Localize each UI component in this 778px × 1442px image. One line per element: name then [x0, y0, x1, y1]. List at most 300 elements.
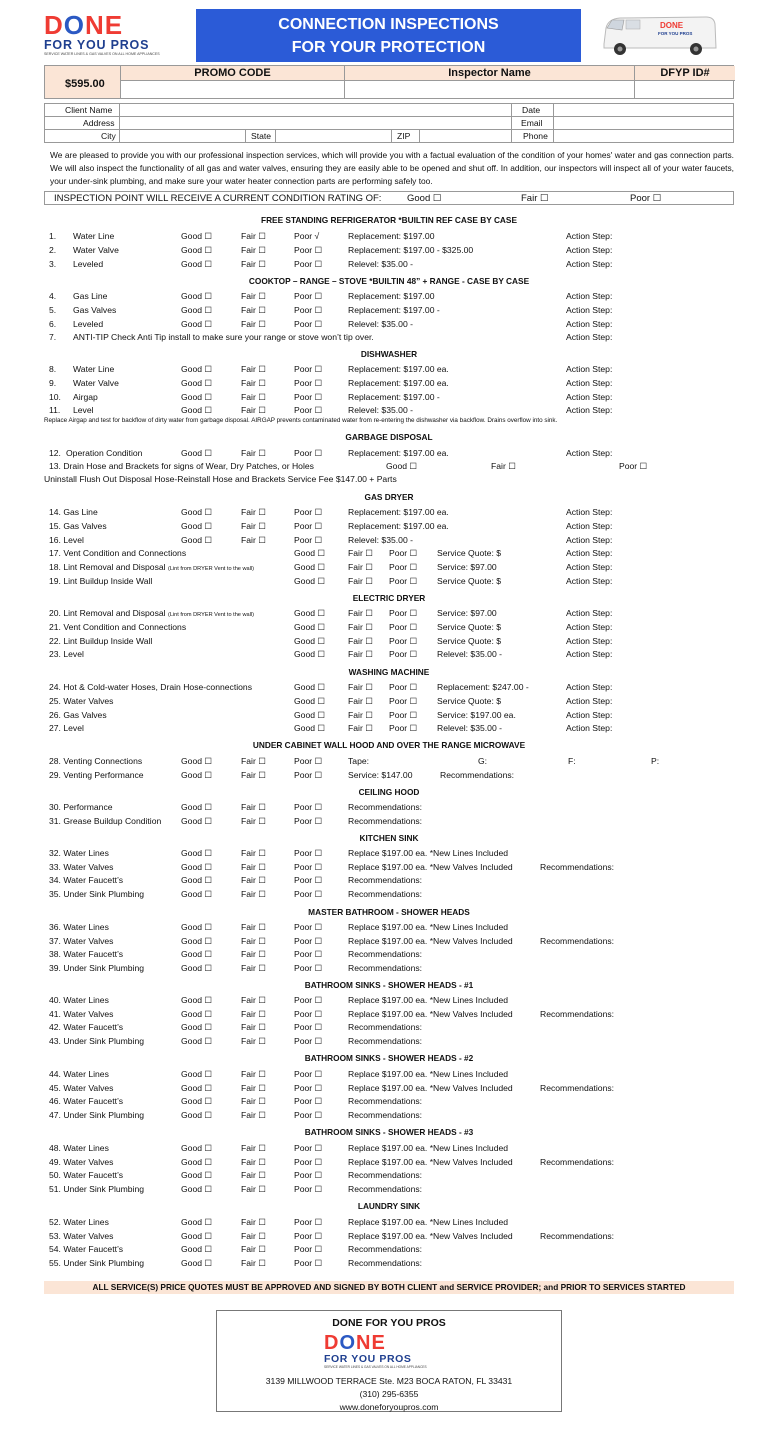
- good-checkbox[interactable]: Good ☐: [181, 319, 213, 329]
- price-text: Recommendations:: [348, 1110, 423, 1121]
- good-checkbox[interactable]: Good ☐: [294, 576, 326, 586]
- item-name: 43. Under Sink Plumbing: [49, 1036, 145, 1047]
- dfyp-id-cell[interactable]: DFYP ID#: [635, 66, 735, 98]
- poor-checkbox[interactable]: Poor ☐: [294, 816, 323, 826]
- good-checkbox[interactable]: Good ☐: [181, 1022, 213, 1033]
- good-checkbox[interactable]: Good ☐: [181, 1258, 213, 1269]
- fair-checkbox[interactable]: Fair ☐: [241, 1143, 266, 1153]
- poor-checkbox[interactable]: Poor ☐: [294, 1230, 323, 1241]
- price-text: Service Quote: $: [437, 636, 502, 646]
- item-name: 41. Water Valves: [49, 1008, 114, 1019]
- poor-checkbox[interactable]: Poor ☐: [294, 770, 323, 780]
- inspection-row: [0, 649, 778, 662]
- poor-checkbox[interactable]: Poor ☐: [389, 696, 418, 706]
- fair-checkbox[interactable]: Fair ☐: [241, 1096, 266, 1107]
- item-name: 47. Under Sink Plumbing: [49, 1110, 145, 1121]
- inspection-row: [0, 259, 778, 272]
- price-text: Replacement: $247.00 -: [437, 682, 529, 692]
- good-checkbox[interactable]: Good ☐: [181, 1082, 213, 1093]
- price-text: Replace $197.00 ea. *New Lines Included: [348, 1217, 509, 1227]
- fair-checkbox[interactable]: Fair ☐: [241, 1036, 266, 1047]
- action-step-label: Action Step:: [566, 562, 613, 572]
- action-step-label: Action Step:: [566, 535, 613, 545]
- price-text: Service Quote: $: [437, 548, 502, 558]
- poor-checkbox[interactable]: Poor ☐: [294, 889, 323, 900]
- fair-checkbox[interactable]: Fair ☐: [241, 521, 266, 531]
- good-checkbox[interactable]: Good ☐: [181, 963, 213, 974]
- item-number: 2.: [49, 245, 57, 255]
- poor-checkbox[interactable]: Poor ☐: [294, 1082, 323, 1093]
- fair-checkbox[interactable]: Fair ☐: [241, 1069, 266, 1079]
- poor-checkbox[interactable]: Poor ☐: [389, 723, 418, 733]
- good-checkbox[interactable]: Good ☐: [294, 562, 326, 572]
- inspection-row: [0, 576, 778, 589]
- item-name: 19. Lint Buildup Inside Wall: [49, 576, 153, 586]
- fair-checkbox[interactable]: Fair ☐: [348, 548, 373, 558]
- price-text: Replace $197.00 ea. *New Valves Included: [348, 861, 513, 872]
- poor-checkbox[interactable]: Poor ☐: [294, 1244, 323, 1255]
- item-name: 44. Water Lines: [49, 1069, 109, 1079]
- good-checkbox[interactable]: Good ☐: [181, 521, 213, 531]
- footer-logo: DONE FOR YOU PROS SERVICE WATER LINES & GAS VALVES ON ALL HOME APPLIANCES: [324, 1332, 427, 1369]
- price-text: Replacement: $197.00 - $325.00: [348, 245, 474, 255]
- fair-checkbox[interactable]: Fair ☐: [241, 1156, 266, 1167]
- poor-checkbox[interactable]: Poor ☐: [389, 576, 418, 586]
- item-name: 28. Venting Connections: [49, 756, 143, 766]
- item-number: 3.: [49, 259, 57, 269]
- item-name: 55. Under Sink Plumbing: [49, 1258, 145, 1269]
- fair-checkbox[interactable]: Fair ☐: [241, 963, 266, 974]
- inspection-row: [0, 364, 778, 377]
- good-checkbox[interactable]: Good ☐: [181, 995, 213, 1005]
- fair-checkbox[interactable]: Fair ☐: [348, 682, 373, 692]
- section-header: DISHWASHER: [360, 349, 418, 359]
- fair-checkbox[interactable]: Fair ☐: [241, 1244, 266, 1255]
- good-checkbox[interactable]: Good ☐: [181, 259, 213, 269]
- poor-checkbox[interactable]: Poor ☐: [294, 245, 323, 255]
- good-checkbox[interactable]: Good ☐: [181, 405, 213, 415]
- fair-checkbox[interactable]: Fair ☐: [241, 259, 266, 269]
- item-name-wrap: [49, 636, 152, 646]
- inspection-row: [0, 521, 778, 534]
- price-text: Replacement: $197.00 ea.: [348, 378, 449, 388]
- item-note: (Lint from DRYER Vent to the wall): [167, 612, 254, 618]
- item-name: Water Line: [73, 231, 115, 241]
- price-text: Recommendations:: [348, 949, 423, 960]
- fair-checkbox[interactable]: Fair ☐: [348, 649, 373, 659]
- item-number: 7.: [49, 332, 57, 342]
- fair-checkbox[interactable]: Fair ☐: [241, 364, 266, 374]
- footer-address: 3139 MILLWOOD TERRACE Ste. M23 BOCA RATON, FL 33431: [265, 1376, 513, 1386]
- good-checkbox[interactable]: Good ☐: [181, 1036, 213, 1047]
- poor-checkbox[interactable]: Poor ☐: [294, 949, 323, 960]
- item-name: 49. Water Valves: [49, 1156, 114, 1167]
- poor-checkbox[interactable]: Poor ☐: [294, 507, 323, 517]
- price-text: Tape:: [348, 756, 370, 766]
- poor-checkbox[interactable]: Poor ☐: [294, 1258, 323, 1269]
- poor-checkbox[interactable]: Poor ☐: [294, 521, 323, 531]
- fair-checkbox[interactable]: Fair ☐: [241, 1022, 266, 1033]
- item-name: 46. Water Faucett’s: [49, 1096, 124, 1107]
- action-step-label: Action Step:: [566, 231, 613, 241]
- inspection-row: [0, 1036, 778, 1049]
- fair-checkbox[interactable]: Fair ☐: [241, 802, 266, 812]
- good-checkbox[interactable]: Good ☐: [181, 305, 213, 315]
- poor-checkbox[interactable]: Poor ☐: [294, 1069, 323, 1079]
- poor-checkbox[interactable]: Poor ☐: [294, 291, 323, 301]
- recommendations-label: Recommendations:: [540, 1008, 615, 1019]
- poor-checkbox[interactable]: Poor ☐: [294, 922, 323, 932]
- good-checkbox[interactable]: Good ☐: [181, 861, 213, 872]
- inspection-row: [0, 305, 778, 318]
- inspection-row: [0, 1009, 778, 1022]
- good-checkbox[interactable]: Good ☐: [181, 535, 213, 545]
- client-name-label: Client Name: [65, 105, 113, 115]
- good-checkbox[interactable]: Good ☐: [294, 622, 326, 632]
- good-checkbox[interactable]: Good ☐: [181, 816, 213, 826]
- fair-checkbox[interactable]: Fair ☐: [348, 636, 373, 646]
- inspector-name-cell[interactable]: Inspector Name: [345, 66, 635, 98]
- fair-checkbox[interactable]: Fair ☐: [348, 576, 373, 586]
- fair-checkbox[interactable]: Fair ☐: [348, 622, 373, 632]
- price-text: Recommendations:: [348, 816, 423, 826]
- good-checkbox[interactable]: Good ☐: [294, 710, 326, 720]
- item-name: 34. Water Faucett’s: [49, 875, 124, 886]
- footer-website[interactable]: www.doneforyoupros.com: [339, 1402, 439, 1412]
- inspection-row: [0, 332, 778, 345]
- price-cell: $595.00: [45, 66, 121, 98]
- item-number: 1.: [49, 231, 57, 241]
- good-checkbox[interactable]: Good ☐: [181, 1008, 213, 1019]
- item-name: 33. Water Valves: [49, 861, 114, 872]
- fair-checkbox[interactable]: Fair ☐: [241, 392, 266, 402]
- inspection-row: [0, 461, 778, 474]
- action-step-label: Action Step:: [566, 448, 613, 458]
- date-label: Date: [522, 105, 541, 115]
- poor-checkbox[interactable]: Poor √: [294, 231, 320, 241]
- item-name: 17. Vent Condition and Connections: [49, 548, 187, 558]
- price-text: Replace $197.00 ea. *New Valves Included: [348, 1082, 513, 1093]
- fair-checkbox[interactable]: Fair ☐: [241, 305, 266, 315]
- poor-checkbox[interactable]: Poor ☐: [294, 1156, 323, 1167]
- fair-checkbox[interactable]: Fair ☐: [241, 1184, 266, 1195]
- inspection-row: [0, 875, 778, 888]
- poor-checkbox[interactable]: Poor ☐: [389, 548, 418, 558]
- poor-checkbox[interactable]: Poor ☐: [294, 1184, 323, 1195]
- inspection-row: [0, 562, 778, 575]
- fair-checkbox[interactable]: Fair ☐: [348, 562, 373, 572]
- poor-checkbox[interactable]: Poor ☐: [294, 392, 323, 402]
- poor-checkbox[interactable]: Poor ☐: [294, 875, 323, 886]
- inspection-row: [0, 1231, 778, 1244]
- fair-checkbox[interactable]: Fair ☐: [241, 1217, 266, 1227]
- inspection-row: [0, 770, 778, 783]
- item-name: 22. Lint Buildup Inside Wall: [49, 636, 153, 646]
- promo-code-cell[interactable]: PROMO CODE: [121, 66, 345, 98]
- inspection-row: [0, 1170, 778, 1183]
- price-text: Recommendations:: [348, 802, 423, 812]
- fair-checkbox[interactable]: Fair ☐: [241, 245, 266, 255]
- hood-field: F:: [568, 756, 576, 766]
- good-checkbox[interactable]: Good ☐: [181, 1170, 213, 1181]
- poor-checkbox[interactable]: Poor ☐: [294, 861, 323, 872]
- fair-checkbox[interactable]: Fair ☐: [241, 770, 266, 780]
- item-name: 29. Venting Performance: [49, 770, 144, 780]
- price-text: Relevel: $35.00 -: [348, 405, 413, 415]
- item-name-wrap: [49, 562, 254, 572]
- poor-checkbox[interactable]: Poor ☐: [294, 995, 323, 1005]
- company-logo: DONE FOR YOU PROS SERVICE WATER LINES & GAS VALVES ON ALL HOME APPLIANCES: [44, 10, 160, 56]
- poor-checkbox[interactable]: Poor ☐: [294, 935, 323, 946]
- poor-checkbox[interactable]: Poor ☐: [389, 562, 418, 572]
- inspection-row: [0, 1096, 778, 1109]
- inspection-row: [0, 245, 778, 258]
- fair-checkbox[interactable]: Fair ☐: [241, 861, 266, 872]
- fair-checkbox[interactable]: Fair ☐: [348, 696, 373, 706]
- action-step-label: Action Step:: [566, 291, 613, 301]
- poor-checkbox[interactable]: Poor ☐: [389, 682, 418, 692]
- action-step-label: Action Step:: [566, 392, 613, 402]
- poor-checkbox[interactable]: Poor ☐: [294, 378, 323, 388]
- good-checkbox[interactable]: Good ☐: [181, 770, 213, 780]
- good-checkbox[interactable]: Good ☐: [294, 548, 326, 558]
- item-name-wrap: [49, 608, 254, 618]
- item-name: 23. Level: [49, 649, 84, 659]
- price-text: Service: $197.00 ea.: [437, 710, 516, 720]
- action-step-label: Action Step:: [566, 378, 613, 388]
- poor-checkbox[interactable]: Poor ☐: [294, 1143, 323, 1153]
- poor-checkbox[interactable]: Poor ☐: [294, 405, 323, 415]
- fair-checkbox[interactable]: Fair ☐: [241, 756, 266, 766]
- fair-checkbox[interactable]: Fair ☐: [241, 231, 266, 241]
- fair-checkbox[interactable]: Fair ☐: [241, 1082, 266, 1093]
- fair-checkbox[interactable]: Fair ☐: [241, 889, 266, 900]
- address-label: Address: [83, 118, 115, 128]
- footer-phone: (310) 295-6355: [359, 1389, 419, 1399]
- poor-checkbox[interactable]: Poor ☐: [294, 963, 323, 974]
- good-checkbox[interactable]: Good ☐: [181, 1110, 213, 1121]
- good-checkbox[interactable]: Good ☐: [181, 1244, 213, 1255]
- item-name: 35. Under Sink Plumbing: [49, 889, 145, 900]
- good-checkbox[interactable]: Good ☐: [181, 848, 213, 858]
- fair-checkbox[interactable]: Fair ☐: [241, 1170, 266, 1181]
- inspection-row: [0, 949, 778, 962]
- poor-checkbox[interactable]: Poor ☐: [294, 319, 323, 329]
- good-checkbox[interactable]: Good ☐: [294, 649, 326, 659]
- fair-checkbox[interactable]: Fair ☐: [241, 995, 266, 1005]
- good-checkbox[interactable]: Good ☐: [181, 392, 213, 402]
- item-name: 13. Drain Hose and Brackets for signs of Wear, Dry Patches, or Holes: [49, 461, 314, 471]
- fair-checkbox[interactable]: Fair ☐: [241, 922, 266, 932]
- good-checkbox[interactable]: Good ☐: [181, 1069, 213, 1079]
- poor-checkbox[interactable]: Poor ☐: [294, 848, 323, 858]
- action-step-label: Action Step:: [566, 622, 613, 632]
- item-name: 51. Under Sink Plumbing: [49, 1184, 145, 1195]
- price-text: Replacement: $197.00 -: [348, 305, 440, 315]
- poor-checkbox[interactable]: Poor ☐: [294, 1217, 323, 1227]
- action-step-label: Action Step:: [566, 710, 613, 720]
- item-name: Airgap: [73, 392, 98, 402]
- inspection-row: [0, 862, 778, 875]
- recommendations-label: Recommendations:: [540, 1156, 615, 1167]
- good-checkbox[interactable]: Good ☐: [181, 1184, 213, 1195]
- good-checkbox[interactable]: Good ☐: [181, 448, 213, 458]
- item-name: 38. Water Faucett’s: [49, 949, 124, 960]
- inspection-row: [0, 756, 778, 769]
- action-step-label: Action Step:: [566, 319, 613, 329]
- hood-field: Recommendations:: [440, 770, 515, 780]
- good-checkbox[interactable]: Good ☐: [181, 245, 213, 255]
- action-step-label: Action Step:: [566, 364, 613, 374]
- fair-checkbox[interactable]: Fair ☐: [241, 848, 266, 858]
- price-text: Replacement: $197.00 -: [348, 392, 440, 402]
- good-checkbox[interactable]: Good ☐: [181, 935, 213, 946]
- fair-checkbox[interactable]: Fair ☐: [241, 405, 266, 415]
- poor-checkbox[interactable]: Poor ☐: [294, 535, 323, 545]
- item-name: Operation Condition: [66, 448, 143, 458]
- good-checkbox[interactable]: Good ☐: [181, 1156, 213, 1167]
- action-step-label: Action Step:: [566, 332, 613, 342]
- fair-checkbox[interactable]: Fair ☐: [241, 1008, 266, 1019]
- inspection-row: [0, 802, 778, 815]
- poor-checkbox[interactable]: Poor ☐: [294, 259, 323, 269]
- section-header: BATHROOM SINKS - SHOWER HEADS - #2: [304, 1053, 474, 1063]
- van-image: [598, 14, 720, 58]
- price-text: Replacement: $197.00: [348, 231, 435, 241]
- good-checkbox[interactable]: Good ☐: [181, 889, 213, 900]
- action-step-label: Action Step:: [566, 245, 613, 255]
- fair-checkbox[interactable]: Fair ☐: [241, 1230, 266, 1241]
- fair-checkbox[interactable]: Fair ☐: [241, 1110, 266, 1121]
- item-name: Leveled: [73, 319, 104, 329]
- poor-checkbox[interactable]: Poor ☐: [294, 305, 323, 315]
- fair-checkbox[interactable]: Fair ☐: [241, 319, 266, 329]
- poor-checkbox[interactable]: Poor ☐: [294, 1008, 323, 1019]
- inspection-row: [0, 319, 778, 332]
- phone-label: Phone: [523, 131, 548, 141]
- fair-checkbox[interactable]: Fair ☐: [241, 507, 266, 517]
- good-checkbox[interactable]: Good ☐: [181, 1230, 213, 1241]
- email-label: Email: [521, 118, 543, 128]
- poor-checkbox[interactable]: Poor ☐: [294, 1096, 323, 1107]
- good-checkbox[interactable]: Good ☐: [181, 949, 213, 960]
- good-checkbox[interactable]: Good ☐: [294, 696, 326, 706]
- good-checkbox[interactable]: Good ☐: [181, 802, 213, 812]
- recommendations-label: Recommendations:: [540, 861, 615, 872]
- good-checkbox[interactable]: Good ☐: [386, 461, 418, 471]
- item-name: 25. Water Valves: [49, 696, 114, 706]
- poor-checkbox[interactable]: Poor ☐: [294, 1170, 323, 1181]
- action-step-label: Action Step:: [566, 576, 613, 586]
- poor-checkbox[interactable]: Poor ☐: [619, 461, 648, 471]
- good-checkbox[interactable]: Good ☐: [181, 364, 213, 374]
- good-checkbox[interactable]: Good ☐: [181, 378, 213, 388]
- good-checkbox[interactable]: Good ☐: [294, 636, 326, 646]
- action-step-label: Action Step:: [566, 507, 613, 517]
- fair-checkbox[interactable]: Fair ☐: [241, 935, 266, 946]
- poor-checkbox[interactable]: Poor ☐: [389, 608, 418, 618]
- fair-checkbox[interactable]: Fair ☐: [241, 448, 266, 458]
- fair-checkbox[interactable]: Fair ☐: [241, 949, 266, 960]
- item-name: 18. Lint Removal and Disposal: [49, 562, 168, 572]
- action-step-label: Action Step:: [566, 636, 613, 646]
- price-text: Replacement: $197.00 ea.: [348, 521, 449, 531]
- good-checkbox[interactable]: Good ☐: [181, 922, 213, 932]
- good-checkbox[interactable]: Good ☐: [181, 507, 213, 517]
- dishwasher-note: Replace Airgap and test for backflow of dirty water from garbage disposal. AIRGAP prevents contaminated water from re-entering the dishwasher via backflow. Drains overflow into sink.: [44, 417, 558, 424]
- inspection-row: [0, 936, 778, 949]
- action-step-label: Action Step:: [566, 259, 613, 269]
- price-text: Service: $97.00: [437, 608, 497, 618]
- inspection-row: [0, 448, 778, 461]
- item-name-wrap: [49, 696, 113, 706]
- poor-checkbox[interactable]: Poor ☐: [294, 1036, 323, 1047]
- action-step-label: Action Step:: [566, 548, 613, 558]
- good-checkbox[interactable]: Good ☐: [181, 875, 213, 886]
- poor-checkbox[interactable]: Poor ☐: [389, 649, 418, 659]
- good-checkbox[interactable]: Good ☐: [181, 291, 213, 301]
- item-name: 45. Water Valves: [49, 1082, 114, 1093]
- section-header: COOKTOP – RANGE – STOVE *BUILTIN 48” + RANGE - CASE BY CASE: [248, 276, 530, 286]
- fair-checkbox[interactable]: Fair ☐: [491, 461, 516, 471]
- good-checkbox[interactable]: Good ☐: [181, 1143, 213, 1153]
- inspection-row: [0, 1244, 778, 1257]
- poor-checkbox[interactable]: Poor ☐: [389, 710, 418, 720]
- good-checkbox[interactable]: Good ☐: [181, 756, 213, 766]
- poor-checkbox[interactable]: Poor ☐: [294, 802, 323, 812]
- good-checkbox[interactable]: Good ☐: [294, 723, 326, 733]
- price-text: Replace $197.00 ea. *New Valves Included: [348, 1008, 513, 1019]
- item-name: 16. Level: [49, 535, 84, 545]
- inspection-row: [0, 1069, 778, 1082]
- fair-checkbox[interactable]: Fair ☐: [241, 535, 266, 545]
- fair-checkbox[interactable]: Fair ☐: [241, 291, 266, 301]
- poor-checkbox[interactable]: Poor ☐: [389, 622, 418, 632]
- price-text: Replace $197.00 ea. *New Valves Included: [348, 935, 513, 946]
- section-header: CEILING HOOD: [358, 787, 420, 797]
- fair-checkbox[interactable]: Fair ☐: [348, 710, 373, 720]
- poor-checkbox[interactable]: Poor ☐: [294, 1022, 323, 1033]
- fair-checkbox[interactable]: Fair ☐: [241, 816, 266, 826]
- good-checkbox[interactable]: Good ☐: [294, 608, 326, 618]
- poor-checkbox[interactable]: Poor ☐: [389, 636, 418, 646]
- item-number: 5.: [49, 305, 57, 315]
- section-header: UNDER CABINET WALL HOOD AND OVER THE RANGE MICROWAVE: [252, 740, 526, 750]
- disposal-fee-note: Uninstall Flush Out Disposal Hose-Reinstall Hose and Brackets Service Fee $147.00 + Parts: [44, 474, 397, 484]
- fair-checkbox[interactable]: Fair ☐: [348, 723, 373, 733]
- good-checkbox[interactable]: Good ☐: [294, 682, 326, 692]
- inspection-row: [0, 696, 778, 709]
- price-text: Replace $197.00 ea. *New Lines Included: [348, 922, 509, 932]
- item-name-wrap: [49, 682, 252, 692]
- good-checkbox[interactable]: Good ☐: [181, 1217, 213, 1227]
- poor-checkbox[interactable]: Poor ☐: [294, 756, 323, 766]
- fair-checkbox[interactable]: Fair ☐: [348, 608, 373, 618]
- item-name: Water Line: [73, 364, 115, 374]
- good-checkbox[interactable]: Good ☐: [181, 231, 213, 241]
- poor-checkbox[interactable]: Poor ☐: [294, 1110, 323, 1121]
- poor-checkbox[interactable]: Poor ☐: [294, 364, 323, 374]
- fair-checkbox[interactable]: Fair ☐: [241, 875, 266, 886]
- item-name: 42. Water Faucett’s: [49, 1022, 124, 1033]
- title-banner: [196, 9, 581, 62]
- fair-checkbox[interactable]: Fair ☐: [241, 1258, 266, 1269]
- price-text: Replacement: $197.00 ea.: [348, 507, 449, 517]
- fair-checkbox[interactable]: Fair ☐: [241, 378, 266, 388]
- hood-field: P:: [651, 756, 660, 766]
- good-checkbox[interactable]: Good ☐: [181, 1096, 213, 1107]
- poor-checkbox[interactable]: Poor ☐: [294, 448, 323, 458]
